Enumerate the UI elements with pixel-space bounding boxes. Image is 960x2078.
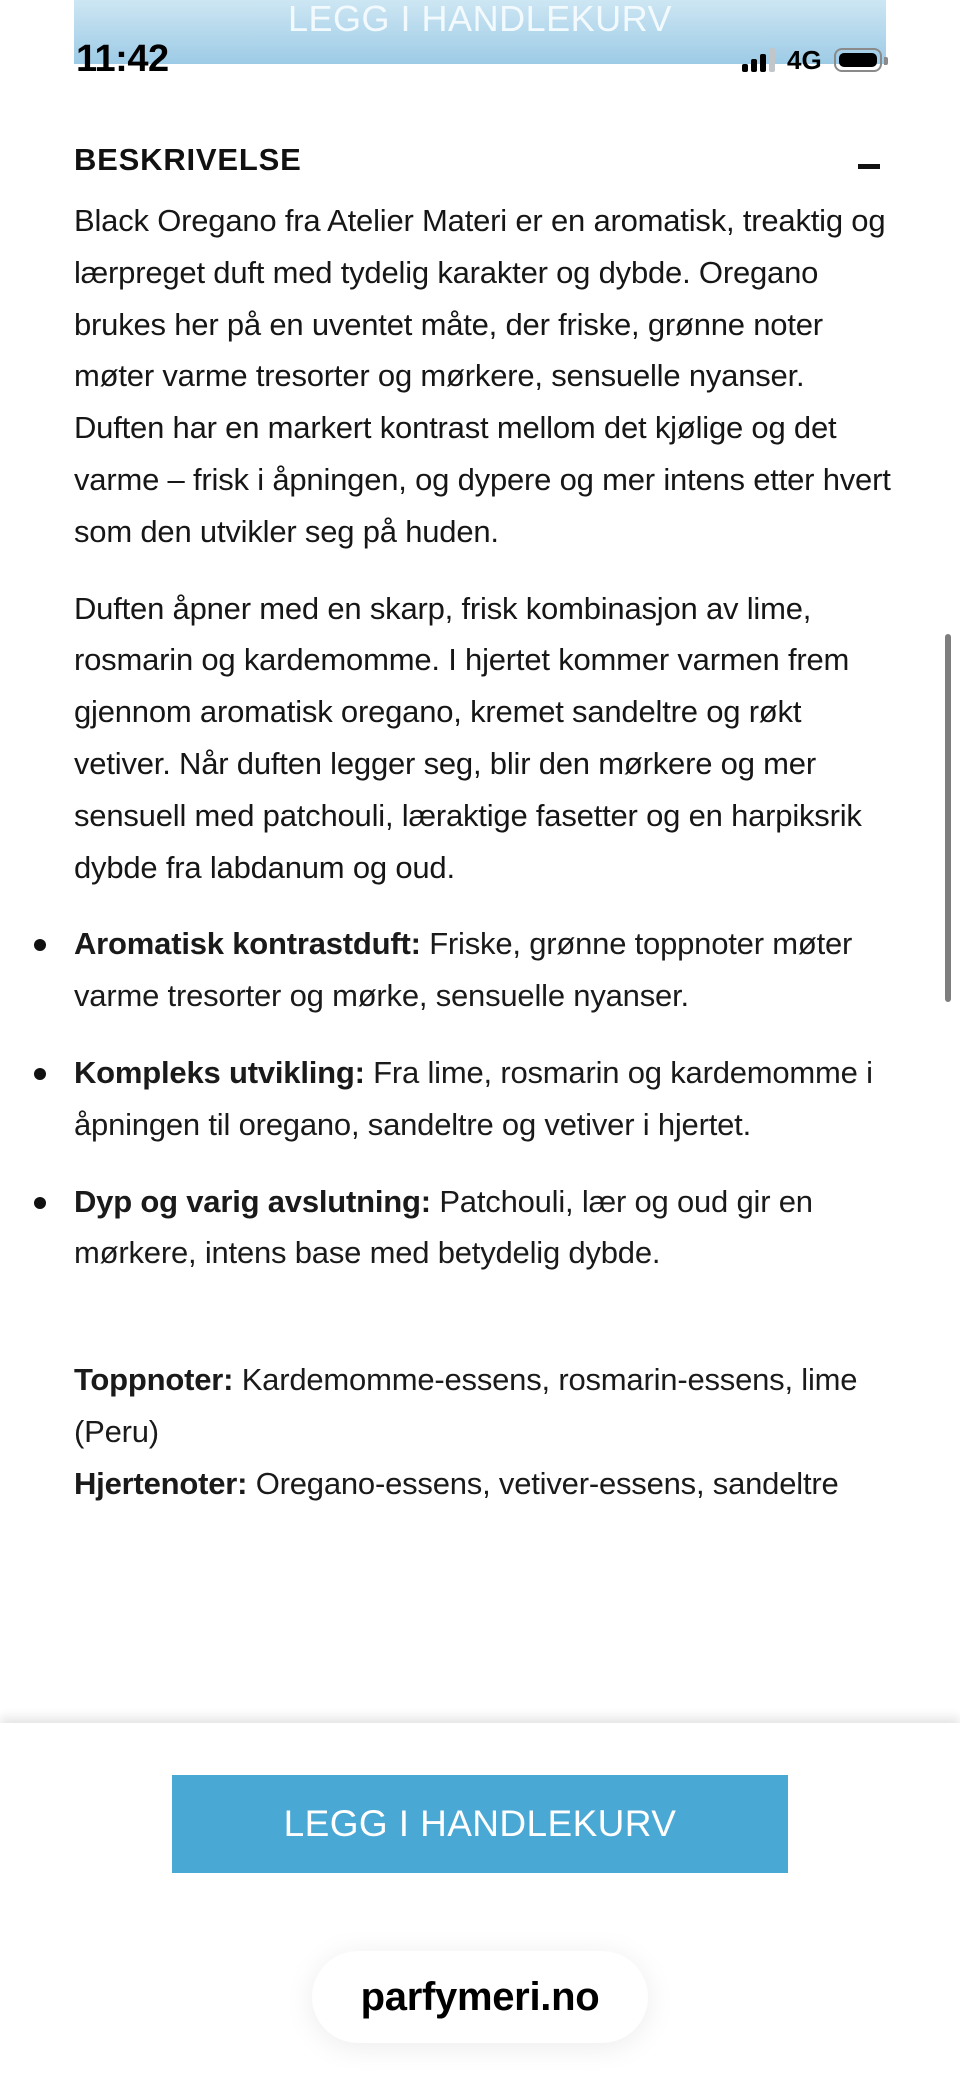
browser-url-bar[interactable] — [312, 1951, 648, 2043]
minus-icon[interactable] — [858, 164, 880, 169]
top-add-to-cart-label: LEGG I HANDLEKURV — [288, 0, 672, 39]
feature-item — [74, 1176, 894, 1280]
notes-text: Oregano-essens, vetiver-essens, sandeltre — [247, 1465, 839, 1501]
feature-item — [74, 1047, 894, 1151]
feature-label: Dyp og varig avslutning: — [74, 1183, 431, 1219]
section-title: BESKRIVELSE — [74, 142, 302, 177]
description-header[interactable] — [74, 136, 894, 184]
status-bar — [0, 0, 960, 90]
signal-icon — [742, 48, 775, 72]
feature-label: Aromatisk kontrastduft: — [74, 926, 421, 962]
notes-label: Hjertenoter: — [74, 1465, 248, 1501]
bottom-bar — [0, 1723, 960, 2078]
scent-notes — [74, 1354, 894, 1509]
scrollbar[interactable] — [945, 634, 951, 1002]
feature-text: Friske, grønne toppnoter møter varme tresorter og mørke, sensuelle nyanser. — [74, 926, 853, 1014]
battery-icon — [834, 48, 882, 72]
notes-text: Kardemomme-essens, rosmarin-essens, lime (Peru) — [74, 1362, 858, 1449]
notes-row-top — [74, 1354, 894, 1458]
description-paragraph: Black Oregano fra Atelier Materi er en aromatisk, treaktig og lærpreget duft med tydelig karakter og dybde. Oregano brukes her på en uventet måte, der friske, grønne noter møter varme tresorter og mørkere, sensuelle nyanser. Duften har en markert kontrast mellom det kjølige og det varme – frisk i åpningen, og dypere og mer intens etter hvert som den utvikler seg på huden. — [74, 203, 891, 549]
add-to-cart-button[interactable]: LEGG I HANDLEKURV — [172, 1775, 788, 1873]
bullet-icon — [34, 1068, 46, 1080]
feature-list — [74, 918, 894, 1279]
bullet-icon — [34, 1197, 46, 1209]
url-text: parfymeri.no — [360, 1974, 600, 2019]
notes-row-heart — [74, 1458, 894, 1510]
bullet-icon — [34, 939, 46, 951]
feature-item — [74, 918, 894, 1022]
notes-label: Toppnoter: — [74, 1362, 234, 1398]
feature-label: Kompleks utvikling: — [74, 1054, 365, 1090]
status-indicators — [742, 44, 882, 76]
status-time: 11:42 — [76, 38, 169, 80]
description-paragraph: Duften åpner med en skarp, frisk kombinasjon av lime, rosmarin og kardemomme. I hjertet kommer varmen frem gjennom aromatisk oregano, kremet sandeltre og røkt vetiver. Når duften legger seg, blir den mørkere og mer sensuell med patchouli, læraktige fasetter og en harpiksrik dybde fra labdanum og oud. — [74, 590, 862, 885]
network-type: 4G — [787, 44, 822, 75]
description-section — [74, 136, 894, 1510]
feature-text: Patchouli, lær og oud gir en mørkere, intens base med betydelig dybde. — [74, 1183, 813, 1271]
feature-text: Fra lime, rosmarin og kardemomme i åpningen til oregano, sandeltre og vetiver i hjertet. — [74, 1054, 873, 1142]
